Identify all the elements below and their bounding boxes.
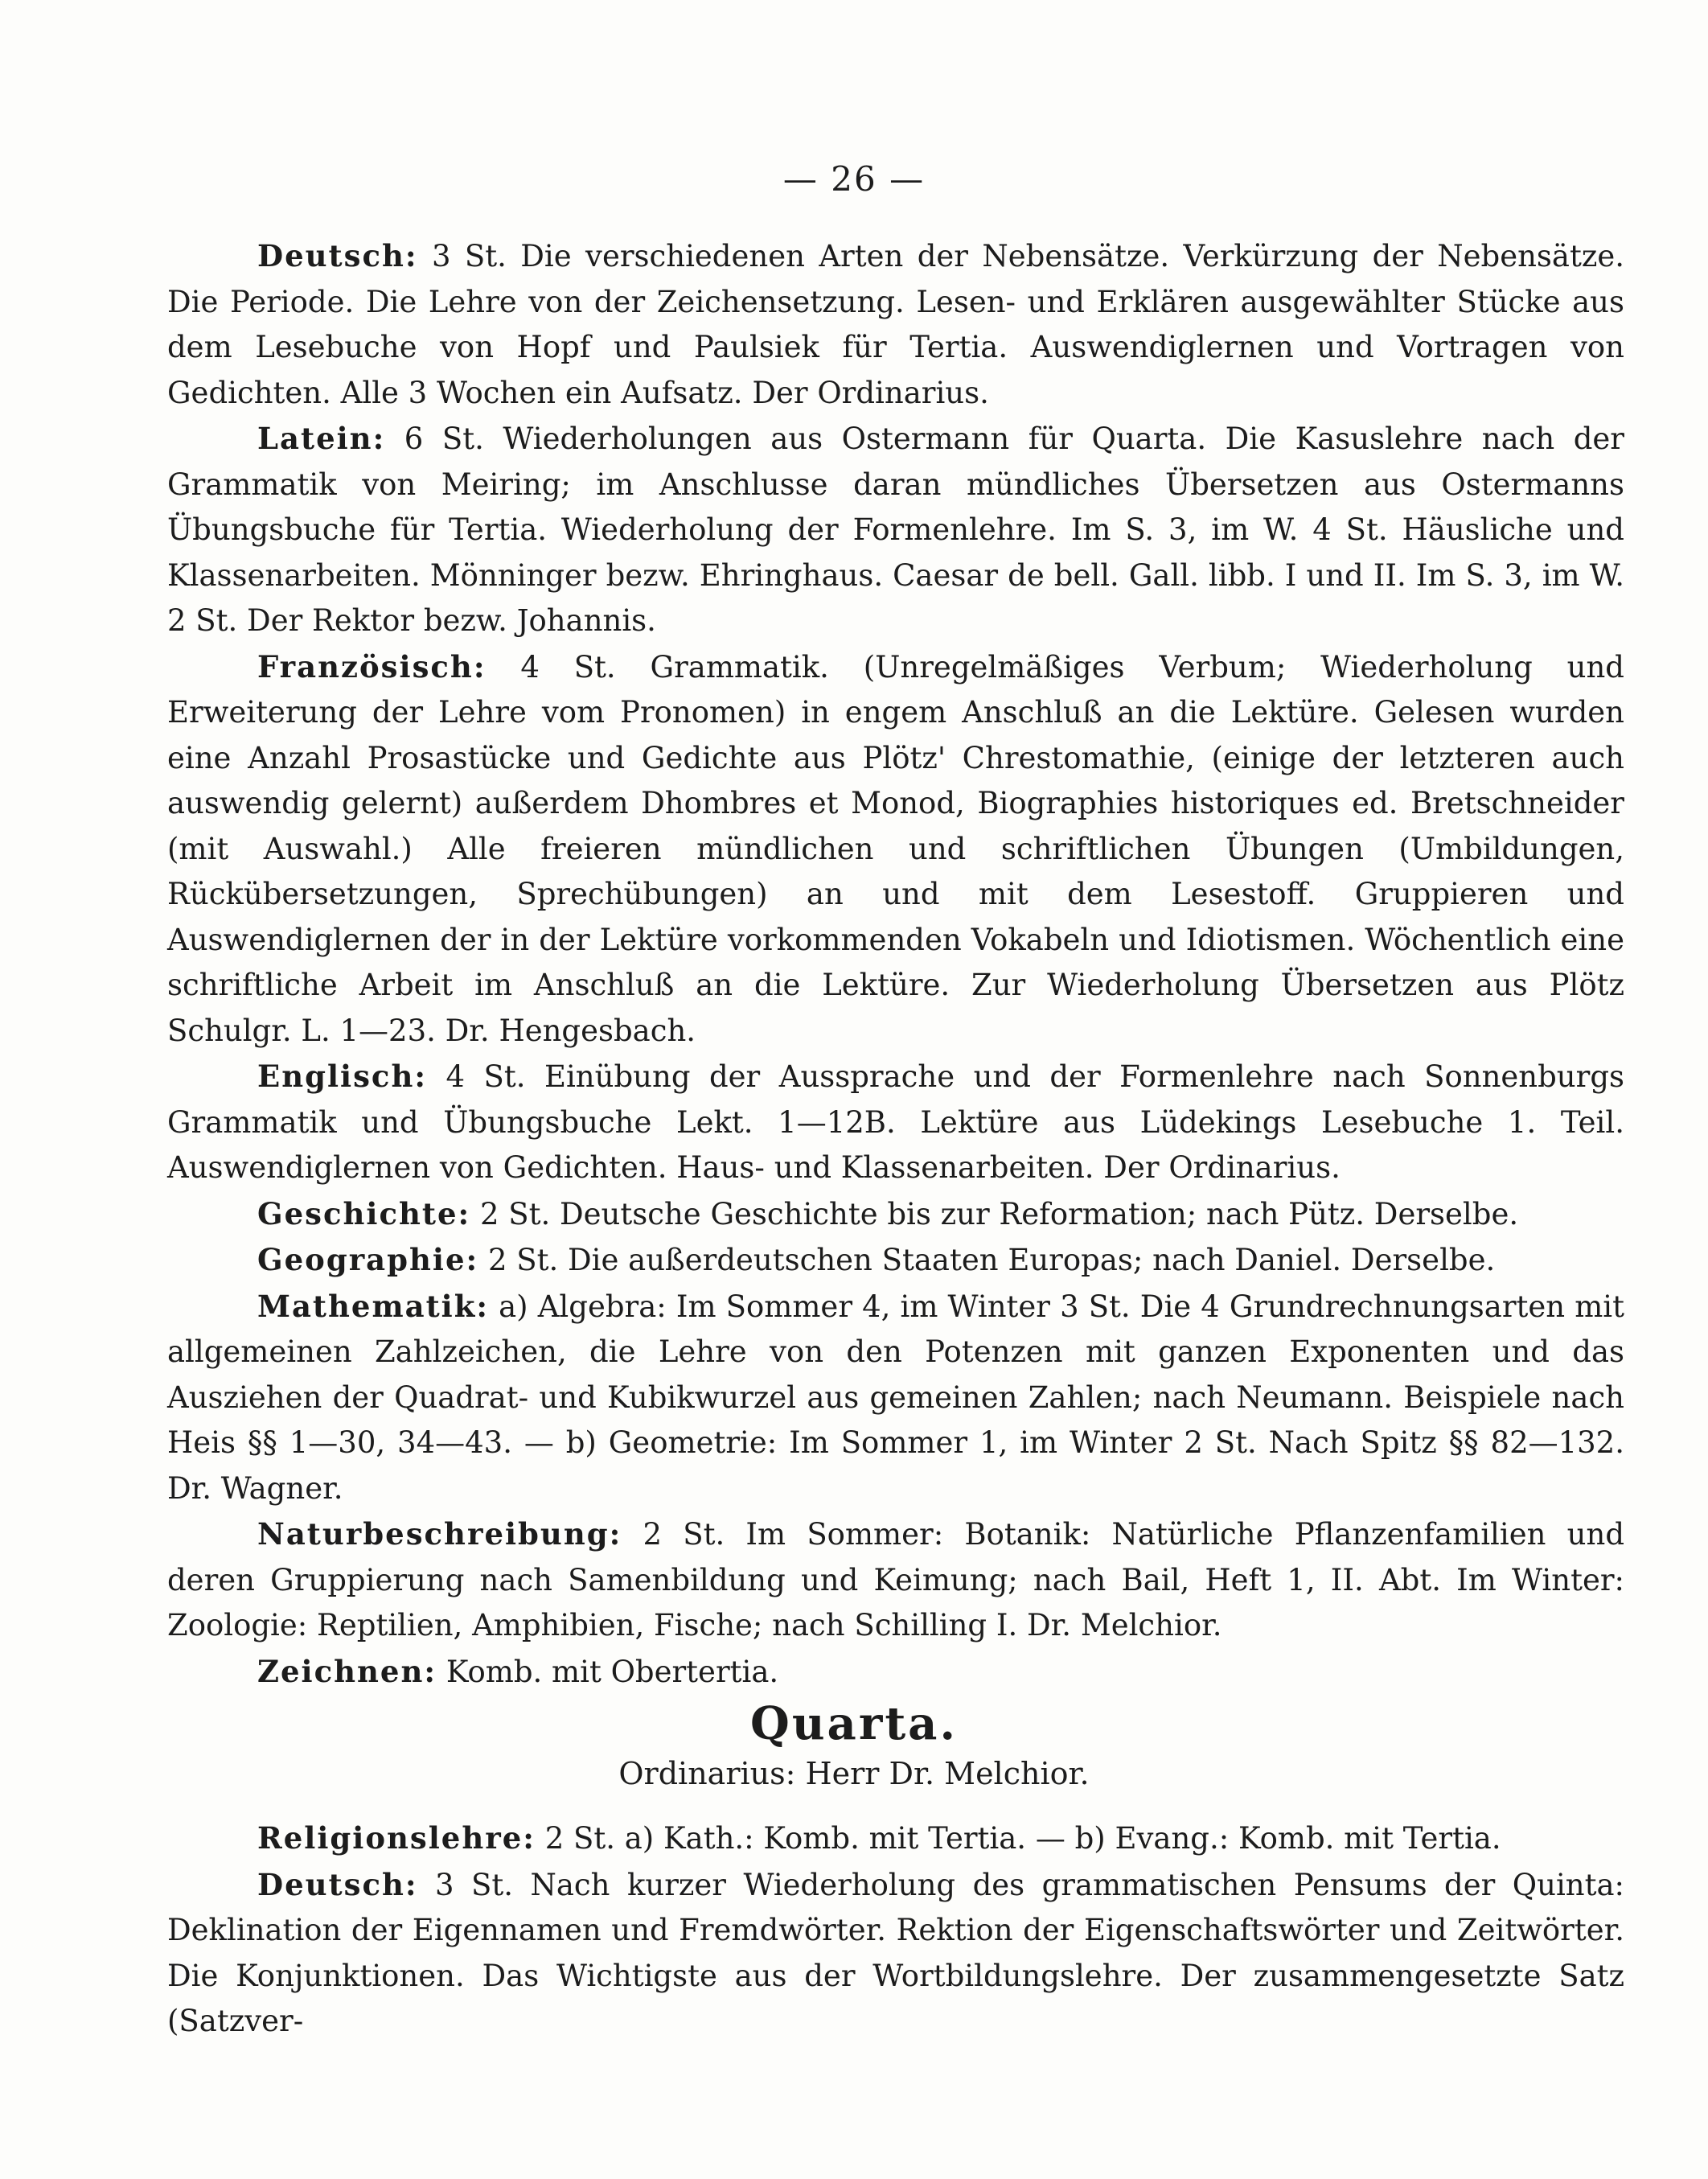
paragraph-geschichte — [167, 1191, 1624, 1238]
paragraph-text: 2 St. a) Kath.: Komb. mit Tertia. — b) Evang.: Komb. mit Tertia. — [544, 1821, 1501, 1856]
paragraph-text: 6 St. Wiederholungen aus Ostermann für Quarta. Die Kasuslehre nach der Grammatik von Meiring; im Anschlusse daran mündliches Übersetzen aus Ostermanns Übungsbuche für Tertia. Wiederholung der Formenlehre. Im S. 3, im W. 4 St. Häusliche und Klassenarbeiten. Mönninger bezw. Ehringhaus. Caesar de bell. Gall. libb. I und II. Im S. 3, im W. 2 St. Der Rektor bezw. Johannis. — [167, 421, 1624, 638]
paragraph-text: a) Algebra: Im Sommer 4, im Winter 3 St. Die 4 Grundrechnungsarten mit allgemeinen Zahlzeichen, die Lehre von den Potenzen mit ganzen Exponenten und das Ausziehen der Quadrat- und Kubikwurzel aus gemeinen Zahlen; nach Neumann. Beispiele nach Heis §§ 1—30, 34—43. — b) Geometrie: Im Sommer 1, im Winter 2 St. Nach Spitz §§ 82—132. Dr. Wagner. — [167, 1289, 1624, 1506]
paragraph-mathematik — [167, 1284, 1624, 1512]
section-title-quarta: Quarta. — [750, 1697, 958, 1750]
paragraph-text: Komb. mit Obertertia. — [445, 1654, 779, 1689]
subject-heading: Geschichte: — [257, 1195, 471, 1231]
paragraph-zeichnen — [167, 1649, 1624, 1696]
quarta-curriculum — [167, 1815, 1624, 2045]
section-subtitle-ordinarius: Ordinarius: Herr Dr. Melchior. — [618, 1756, 1090, 1791]
subject-heading: Englisch: — [257, 1059, 428, 1094]
paragraph-religionslehre — [167, 1815, 1624, 1862]
subject-heading: Religionslehre: — [257, 1820, 536, 1856]
subject-heading: Mathematik: — [257, 1288, 490, 1324]
paragraph-deutsch — [167, 233, 1624, 416]
paragraph-englisch — [167, 1054, 1624, 1191]
subject-heading: Zeichnen: — [257, 1653, 437, 1689]
paragraph-franzoesisch — [167, 644, 1624, 1055]
paragraph-text: 2 St. Die außerdeutschen Staaten Europas; nach Daniel. Derselbe. — [487, 1243, 1496, 1277]
paragraph-text: 2 St. Im Sommer: Botanik: Natürliche Pflanzenfamilien und deren Gruppierung nach Samenbildung und Keimung; nach Bail, Heft 1, II. Abt. Im Winter: Zoologie: Reptilien, Amphibien, Fische; nach Schilling I. Dr. Melchior. — [167, 1517, 1624, 1642]
tertia-curriculum — [167, 233, 1624, 1695]
subject-heading: Französisch: — [257, 648, 487, 685]
page-number: — 26 — — [782, 159, 926, 199]
paragraph-text: 2 St. Deutsche Geschichte bis zur Reformation; nach Pütz. Derselbe. — [479, 1196, 1519, 1231]
paragraph-geographie — [167, 1237, 1624, 1284]
paragraph-deutsch-quarta — [167, 1862, 1624, 2045]
paragraph-text: 3 St. Nach kurzer Wiederholung des grammatischen Pensums der Quinta: Deklination der Eigennamen und Fremdwörter. Rektion der Eigenschaftswörter und Zeitwörter. Die Konjunktionen. Das Wichtigste aus der Wortbildungslehre. Der zusammengesetzte Satz (Satzver- — [167, 1867, 1624, 2038]
subject-heading: Deutsch: — [257, 1866, 418, 1902]
subject-heading: Latein: — [257, 421, 386, 456]
paragraph-text: 4 St. Grammatik. (Unregelmäßiges Verbum; Wiederholung und Erweiterung der Lehre vom Pronomen) in engem Anschluß an die Lektüre. Gelesen wurden eine Anzahl Prosastücke und Gedichte aus Plötz' Chrestomathie, (einige der letzteren auch auswendig gelernt) außerdem Dhombres et Monod, Biographies historiques ed. Bretschneider (mit Auswahl.) Alle freieren mündlichen und schriftlichen Übungen (Umbildungen, Rückübersetzungen, Sprechübungen) an und mit dem Lesestoff. Gruppieren und Auswendiglernen der in der Lektüre vorkommenden Vokabeln und Idiotismen. Wöchentlich eine schriftliche Arbeit im Anschluß an die Lektüre. Zur Wiederholung Übersetzen aus Plötz Schulgr. L. 1—23. Dr. Hengesbach. — [167, 649, 1624, 1048]
subject-heading: Deutsch: — [257, 238, 418, 273]
subject-heading: Geographie: — [257, 1242, 479, 1277]
paragraph-naturbeschreibung — [167, 1511, 1624, 1649]
paragraph-text: 3 St. Die verschiedenen Arten der Nebensätze. Verkürzung der Nebensätze. Die Periode. Die Lehre von der Zeichensetzung. Lesen- und Erklären ausgewählter Stücke aus dem Lesebuche von Hopf und Paulsiek für Tertia. Auswendiglernen und Vortragen von Gedichten. Alle 3 Wochen ein Aufsatz. Der Ordinarius. — [167, 239, 1624, 410]
paragraph-latein — [167, 416, 1624, 644]
paragraph-text: 4 St. Einübung der Aussprache und der Formenlehre nach Sonnenburgs Grammatik und Übungsbuche Lekt. 1—12B. Lektüre aus Lüdekings Lesebuche 1. Teil. Auswendiglernen von Gedichten. Haus- und Klassenarbeiten. Der Ordinarius. — [167, 1059, 1625, 1185]
subject-heading: Naturbeschreibung: — [257, 1516, 622, 1552]
